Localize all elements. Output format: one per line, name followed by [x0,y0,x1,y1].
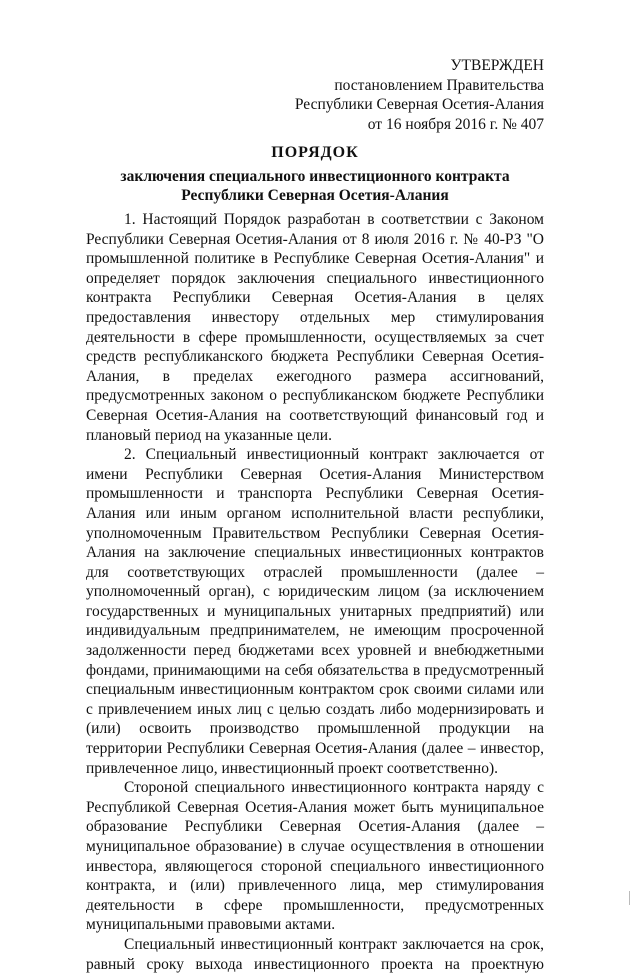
paragraph-3: Стороной специального инвестиционного контракта наряду с Республикой Северная Осетия-Алания может быть муниципальное образование Республики Северная Осетия-Алания (далее – муниципальное образование) в случае осуществления в отношении инвестора, являющегося стороной специального инвестиционного контракта, и (или) привлеченного лица, мер стимулирования деятельности в сфере промышленности, предусмотренных муниципальными правовыми актами. [86,779,544,934]
approval-authority: Республики Северная Осетия-Алания [294,96,544,113]
document-title: ПОРЯДОК [271,144,359,161]
document-body [86,210,544,974]
paragraph-1: 1. Настоящий Порядок разработан в соответствии с Законом Республики Северная Осетия-Алания от 8 июля 2016 г. № 40-РЗ "О промышленной политике в Республике Северная Осетия-Алания" и определяет порядок заключения специального инвестиционного контракта Республики Северная Осетия-Алания в целях предоставления инвестору отдельных мер стимулирования деятельности в сфере промышленности, осуществляемых за счет средств республиканского бюджета Республики Северная Осетия-Алания, в пределах ежегодного размера ассигнований, предусмотренных законом о республиканском бюджете Республики Северная Осетия-Алания на соответствующий финансовый год и плановый период на указанные цели. [86,211,544,444]
document-subtitle-line2: Республики Северная Осетия-Алания [181,187,449,204]
document-title-block [86,143,544,205]
document-page [86,0,544,973]
paragraph-4: Специальный инвестиционный контракт заключается на срок, равный сроку выхода инвестиционного проекта на проектную [86,935,544,973]
page-edge-mark [629,891,640,905]
approval-date-number: от 16 ноября 2016 г. № 407 [367,115,544,133]
paragraph-2: 2. Специальный инвестиционный контракт заключается от имени Республики Северная Осетия-Алания Министерством промышленности и транспорта Республики Северная Осетия-Алания или иным органом исполнительной власти республики, уполномоченным Правительством Республики Северная Осетия-Алания на заключение специальных инвестиционных контрактов для соответствующих отраслей промышленности (далее – уполномоченный орган), с юридическим лицом (за исключением государственных и муниципальных унитарных предприятий) или индивидуальным предпринимателем, не имеющим просроченной задолженности перед бюджетами всех уровней и внебюджетными фондами, принимающими на себя обязательства в предусмотренный специальным инвестиционным контрактом срок своими силами или с привлечением иных лиц с целью создать либо модернизировать и (или) освоить производство промышленной продукции на территории Республики Северная Осетия-Алания (далее – инвестор, привлеченное лицо, инвестиционный проект соответственно). [86,446,544,777]
approval-block [295,56,544,134]
document-subtitle-line1: заключения специального инвестиционного контракта [120,168,510,185]
approval-status: УТВЕРЖДЕН [450,57,544,74]
approval-basis: постановлением Правительства [334,76,544,94]
